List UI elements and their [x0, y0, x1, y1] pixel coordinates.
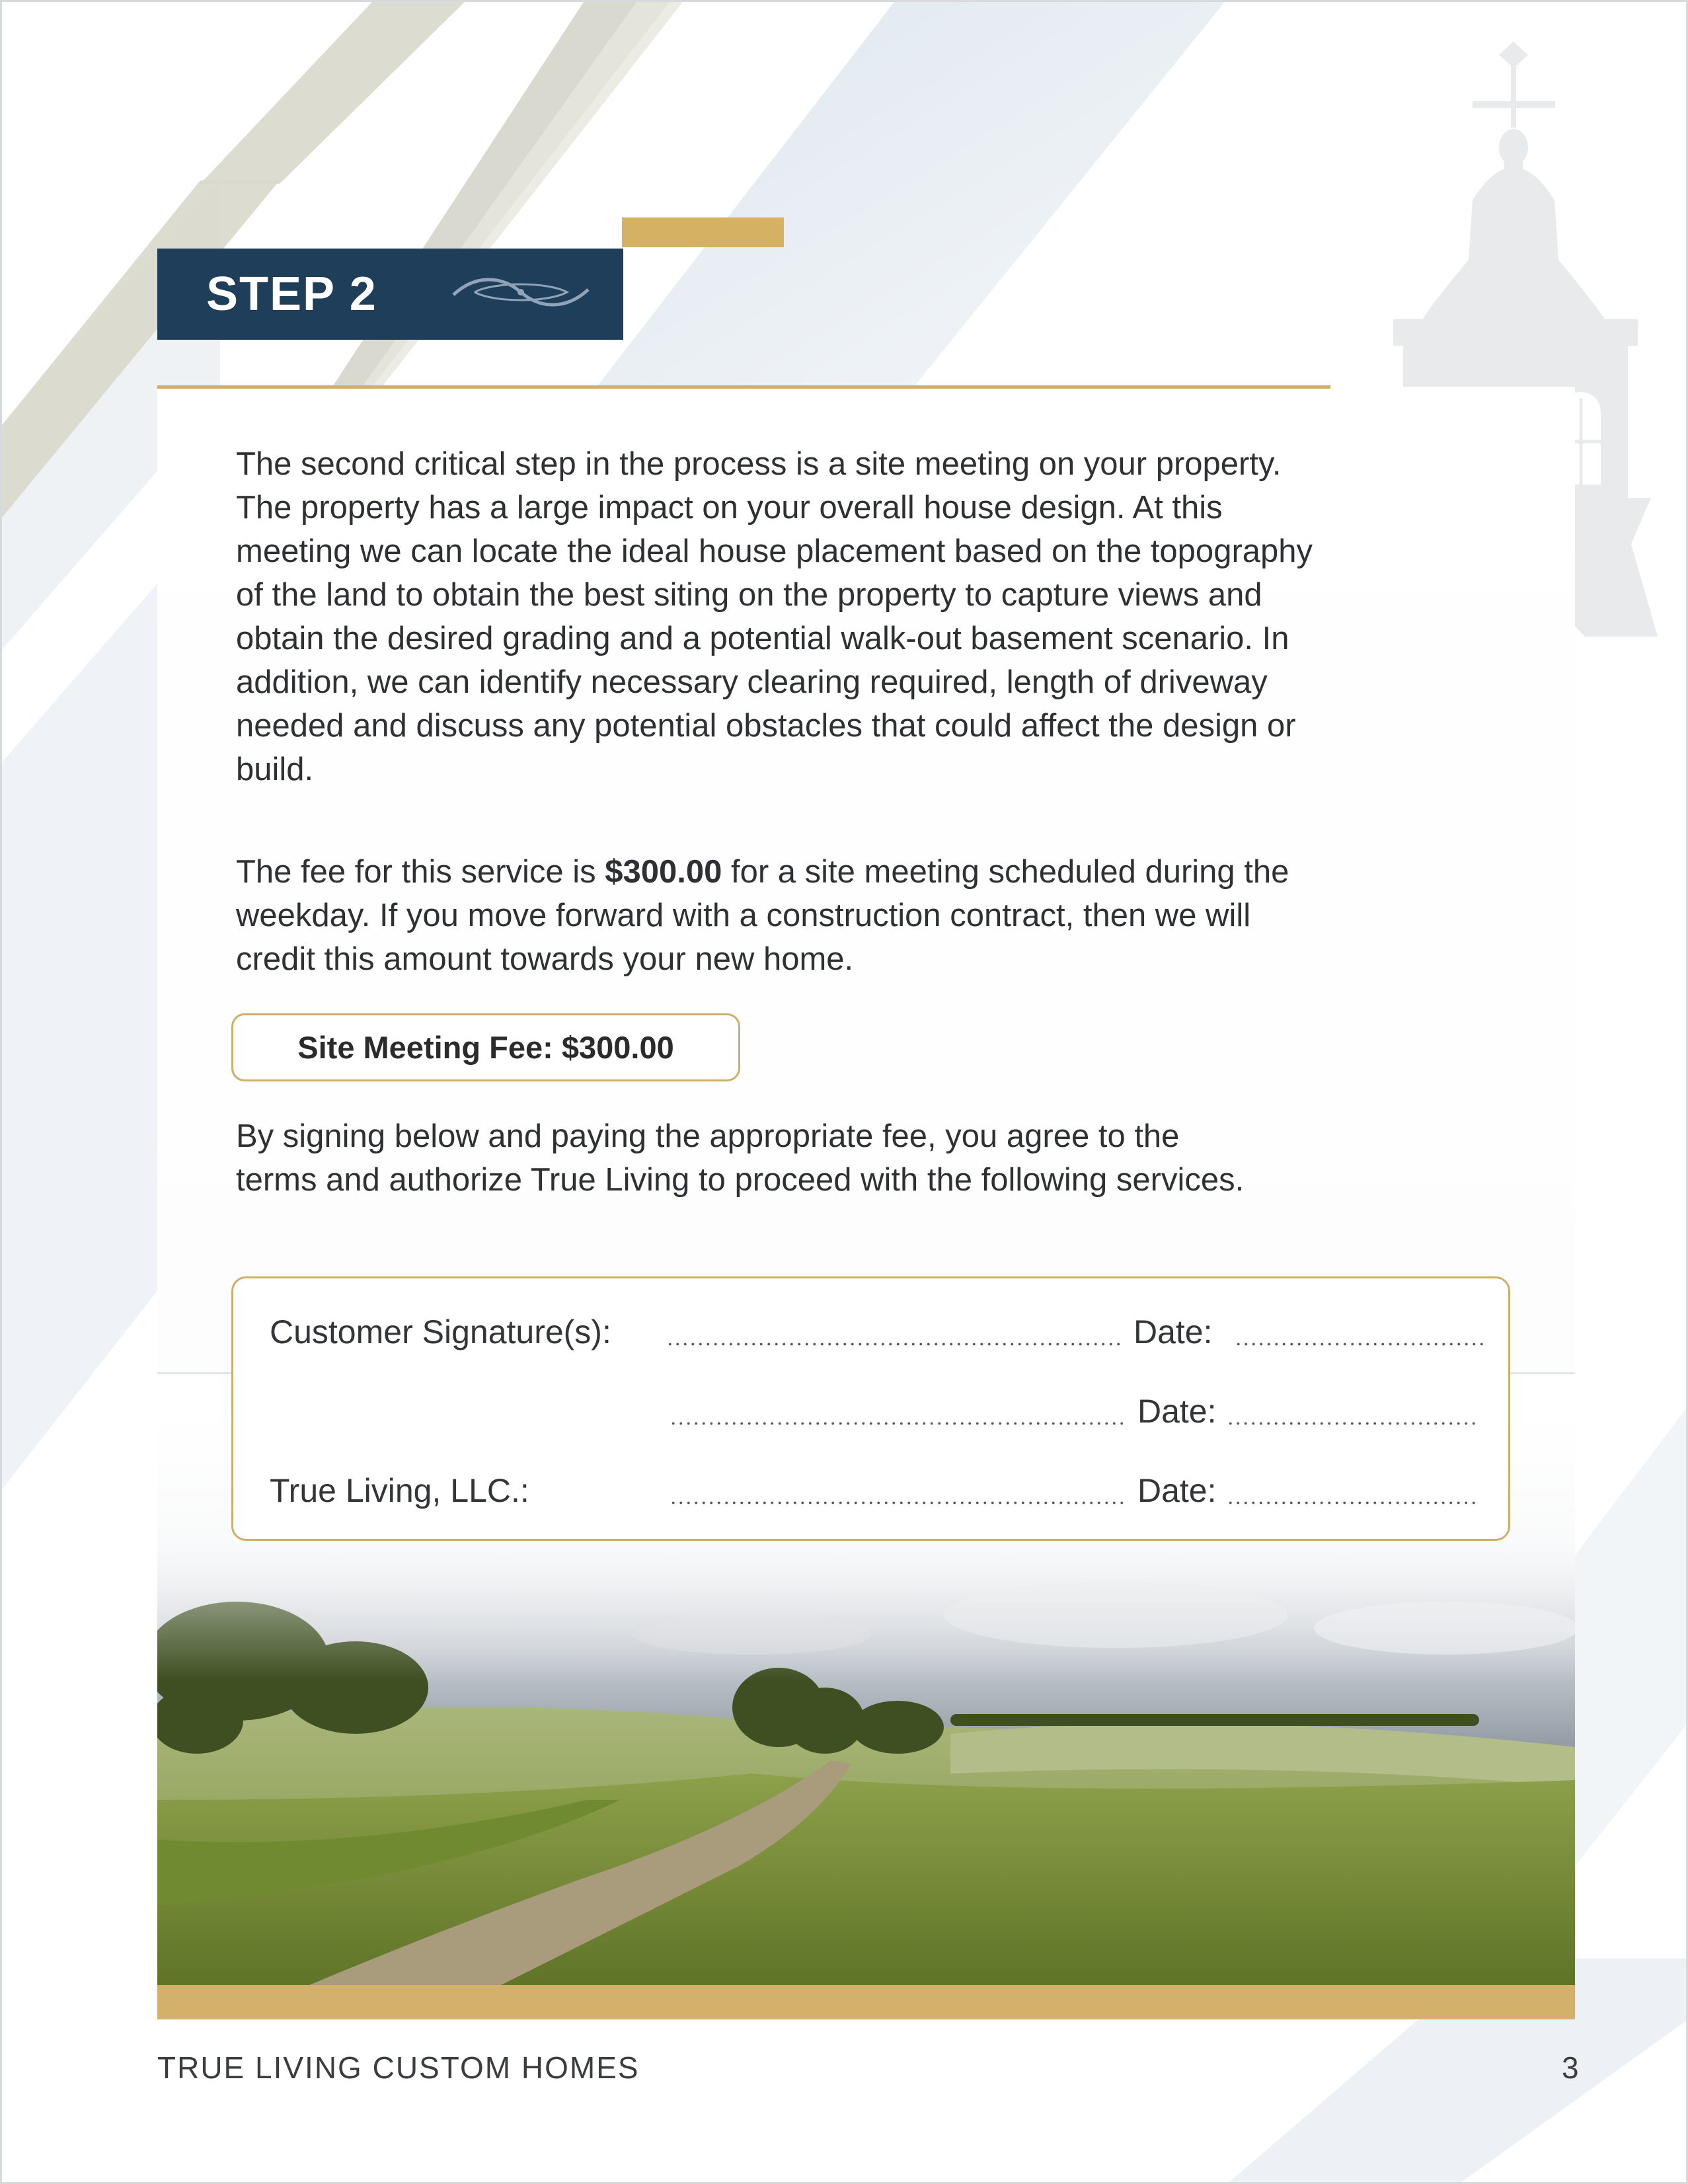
date-line-1[interactable]	[1235, 1343, 1486, 1346]
date-line-2[interactable]	[1227, 1422, 1478, 1425]
signature-box	[231, 1276, 1510, 1541]
fee-text-before: The fee for this service is	[236, 854, 605, 890]
fee-box-label: Site Meeting Fee: $300.00	[297, 1030, 674, 1065]
customer-signature-line-2[interactable]	[670, 1422, 1126, 1425]
fee-text-after: for a site meeting scheduled during the weekday. If you move forward with a construction contract, then we will credit this amount towards your new home.	[236, 854, 1289, 977]
flourish-ornament-icon	[448, 272, 594, 312]
step-accent-bar	[622, 217, 784, 247]
step-banner	[157, 249, 623, 340]
step-title: STEP 2	[206, 268, 377, 321]
intro-paragraph: The second critical step in the process is a site meeting on your property. The property has a large impact on your overall house design. At this meeting we can locate the ideal house placement based on the topography of the land to obtain the best siting on the property to capture views and obtain the desired grading and a potential walk-out basement scenario. In addition, we can identify necessary clearing required, length of driveway needed and discuss any potential obstacles that could affect the design or build.	[236, 446, 1313, 787]
page-number: 3	[1562, 2050, 1579, 2085]
date-label-3: Date:	[1137, 1472, 1217, 1509]
date-line-3[interactable]	[1227, 1501, 1478, 1504]
company-signature-label: True Living, LLC.:	[270, 1472, 529, 1509]
company-signature-line[interactable]	[670, 1501, 1126, 1504]
customer-signature-label: Customer Signature(s):	[270, 1313, 611, 1350]
site-meeting-fee-box	[231, 1013, 740, 1081]
customer-signature-line-1[interactable]	[666, 1343, 1122, 1346]
gold-divider-rule	[157, 385, 1330, 389]
date-label-1: Date:	[1133, 1313, 1213, 1350]
fee-paragraph	[236, 850, 1333, 981]
gold-footer-bar	[157, 1985, 1575, 2019]
date-label-2: Date:	[1137, 1393, 1217, 1430]
fee-amount: $300.00	[605, 854, 722, 890]
agreement-paragraph: By signing below and paying the appropriate fee, you agree to the terms and authorize True Living to proceed with the following services.	[236, 1118, 1245, 1198]
footer-company-name: TRUE LIVING CUSTOM HOMES	[157, 2050, 640, 2085]
